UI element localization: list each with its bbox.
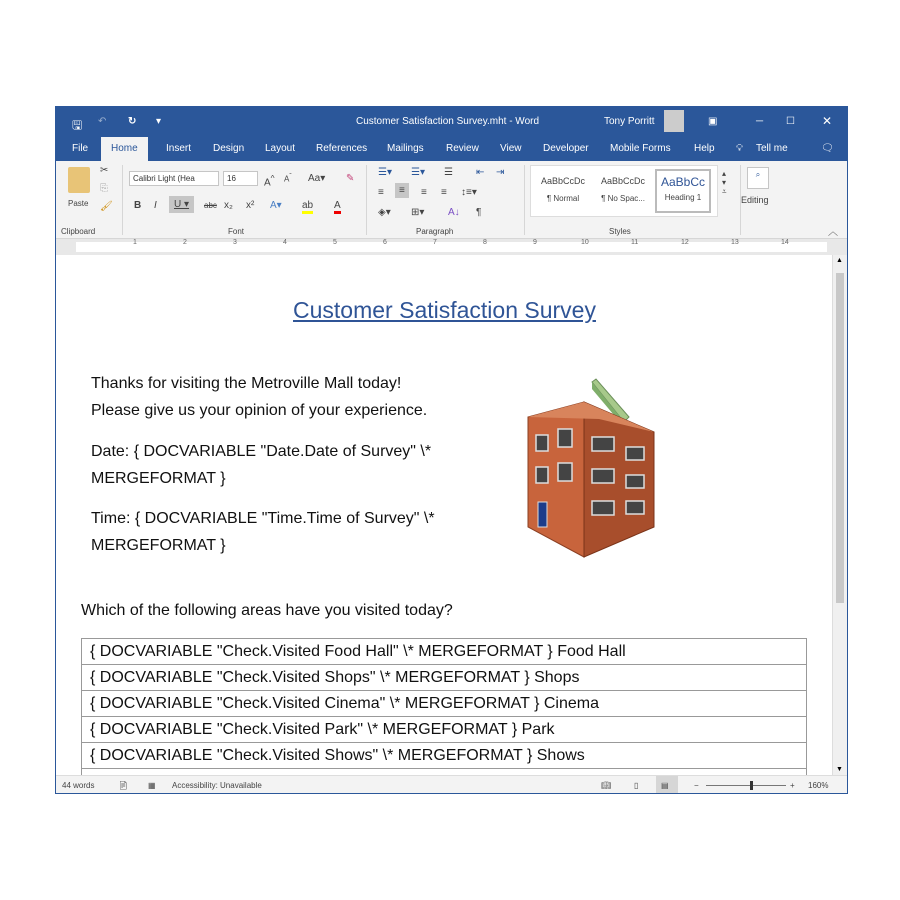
- styles-group-label: Styles: [609, 227, 631, 236]
- tab-mobile-forms[interactable]: Mobile Forms: [610, 143, 671, 154]
- scrollbar-thumb[interactable]: [836, 273, 844, 603]
- proofing-icon[interactable]: 📄︎: [118, 781, 129, 790]
- table-cell[interactable]: { DOCVARIABLE "Check.Visited Food Hall" \* MERGEFORMAT } Food Hall: [82, 639, 807, 665]
- clear-formatting-icon[interactable]: ✎: [346, 173, 355, 184]
- tell-me-search[interactable]: Tell me: [756, 143, 788, 154]
- paragraph-group-label: Paragraph: [416, 227, 454, 236]
- underline-icon[interactable]: U ▾: [169, 196, 194, 213]
- close-icon[interactable]: ✕: [822, 114, 833, 128]
- web-layout-icon[interactable]: ▤: [656, 776, 678, 794]
- date-field-line-1: Date: { DOCVARIABLE "Date.Date of Survey" \*: [91, 443, 432, 460]
- tab-design[interactable]: Design: [213, 143, 245, 154]
- tab-file[interactable]: File: [72, 143, 89, 154]
- scroll-down-icon[interactable]: ▼: [836, 766, 843, 773]
- font-color-icon[interactable]: A: [334, 200, 341, 214]
- clipboard-group-label: Clipboard: [61, 227, 96, 236]
- zoom-slider[interactable]: [706, 785, 786, 786]
- editing-button[interactable]: Editing: [741, 195, 769, 205]
- ribbon-display-icon[interactable]: ▣: [708, 116, 718, 127]
- table-row: [82, 665, 807, 691]
- avatar[interactable]: [664, 110, 684, 132]
- customize-qat-icon[interactable]: ▾: [156, 116, 162, 127]
- read-mode-icon[interactable]: 📖︎: [601, 781, 612, 790]
- line-spacing-icon[interactable]: ↕≡▾: [461, 187, 477, 198]
- comments-icon[interactable]: 🗨︎: [821, 143, 834, 154]
- document-title: Customer Satisfaction Survey.mht - Word: [356, 116, 540, 127]
- minimize-icon[interactable]: ─: [756, 116, 764, 127]
- table-cell[interactable]: { DOCVARIABLE "Check.Visited Shops" \* MERGEFORMAT } Shops: [82, 665, 807, 691]
- tab-layout[interactable]: Layout: [265, 143, 296, 154]
- style-heading-1[interactable]: AaBbCc Heading 1: [655, 169, 711, 213]
- paste-button[interactable]: Paste: [68, 199, 89, 208]
- tab-references[interactable]: References: [316, 143, 368, 154]
- show-formatting-icon[interactable]: ¶: [476, 207, 482, 218]
- document-page[interactable]: [56, 255, 833, 775]
- copy-icon[interactable]: ⎘: [100, 183, 108, 194]
- intro-line-1: Thanks for visiting the Metroville Mall today!: [91, 375, 402, 392]
- question-text: Which of the following areas have you visited today?: [81, 602, 453, 619]
- scroll-up-icon[interactable]: ▲: [836, 257, 843, 264]
- tab-view[interactable]: View: [500, 143, 522, 154]
- styles-gallery: [530, 165, 718, 217]
- ribbon-tabs: [56, 136, 847, 161]
- sort-icon[interactable]: A↓: [448, 207, 460, 218]
- user-name[interactable]: Tony Porritt: [604, 116, 655, 127]
- style-no-spacing[interactable]: AaBbCcDc ¶ No Spac...: [600, 176, 645, 203]
- print-layout-icon[interactable]: ▯: [634, 781, 639, 790]
- undo-icon[interactable]: ↶: [98, 116, 107, 127]
- align-center-icon[interactable]: ≡: [395, 183, 409, 198]
- redo-icon[interactable]: ↻: [128, 116, 137, 127]
- table-row: [82, 691, 807, 717]
- zoom-level[interactable]: 160%: [808, 781, 829, 790]
- zoom-slider-thumb[interactable]: [750, 781, 753, 790]
- building-image: [524, 377, 664, 562]
- accessibility-status[interactable]: Accessibility: Unavailable: [172, 781, 262, 790]
- time-field-line-1: Time: { DOCVARIABLE "Time.Time of Survey" \*: [91, 510, 435, 527]
- shading-icon[interactable]: ◈▾: [378, 207, 391, 218]
- zoom-in-icon[interactable]: +: [790, 781, 795, 790]
- lightbulb-icon: 💡︎: [736, 143, 743, 154]
- cut-icon[interactable]: ✂: [100, 165, 109, 176]
- vertical-scrollbar[interactable]: [832, 255, 847, 775]
- shrink-font-icon[interactable]: $A^ˇ$: [284, 173, 292, 184]
- zoom-out-icon[interactable]: −: [694, 781, 699, 790]
- italic-icon[interactable]: I: [154, 200, 157, 211]
- table-cell[interactable]: { DOCVARIABLE "Check.Visited Cinema" \* MERGEFORMAT } Cinema: [82, 691, 807, 717]
- font-size-select[interactable]: 16: [223, 171, 258, 186]
- tab-home[interactable]: Home: [101, 137, 148, 161]
- text-effects-icon[interactable]: A▾: [270, 200, 282, 211]
- table-row: [82, 717, 807, 743]
- increase-indent-icon[interactable]: ⇥: [496, 167, 505, 178]
- tab-mailings[interactable]: Mailings: [387, 143, 424, 154]
- table-row: [82, 743, 807, 769]
- decrease-indent-icon[interactable]: ⇤: [476, 167, 485, 178]
- checklist-table: [81, 638, 807, 775]
- strikethrough-icon[interactable]: abc: [204, 201, 217, 210]
- align-left-icon[interactable]: ≡: [378, 187, 384, 198]
- font-group-label: Font: [228, 227, 245, 236]
- tab-insert[interactable]: Insert: [166, 143, 192, 154]
- table-row: [82, 639, 807, 665]
- change-case-icon[interactable]: Aa▾: [308, 173, 326, 184]
- title-bar: [56, 107, 847, 136]
- macro-icon[interactable]: ▦: [148, 781, 156, 790]
- multilevel-list-icon[interactable]: ☰: [444, 167, 453, 178]
- time-field-line-2: MERGEFORMAT }: [91, 537, 226, 554]
- align-right-icon[interactable]: ≡: [421, 187, 427, 198]
- table-cell[interactable]: { DOCVARIABLE "Check.Visited Shows" \* MERGEFORMAT } Shows: [82, 743, 807, 769]
- style-normal[interactable]: AaBbCcDc ¶ Normal: [540, 176, 585, 203]
- format-painter-icon[interactable]: 🖌︎: [100, 201, 113, 212]
- paste-icon[interactable]: [68, 167, 90, 193]
- word-count[interactable]: 44 words: [62, 781, 95, 790]
- tab-developer[interactable]: Developer: [543, 143, 589, 154]
- justify-icon[interactable]: ≡: [441, 187, 447, 198]
- bullets-icon[interactable]: ☰▾: [378, 167, 392, 178]
- document-title-heading: Customer Satisfaction Survey: [293, 297, 596, 323]
- grow-font-icon[interactable]: A^: [264, 173, 275, 189]
- font-name-select[interactable]: Calibri Light (Hea: [129, 171, 219, 186]
- intro-line-2: Please give us your opinion of your experience.: [91, 402, 428, 419]
- numbering-icon[interactable]: ☰▾: [411, 167, 425, 178]
- table-cell[interactable]: { DOCVARIABLE "Check.Visited Park" \* MERGEFORMAT } Park: [82, 717, 807, 743]
- superscript-icon[interactable]: x²: [246, 200, 255, 211]
- subscript-icon[interactable]: x₂: [224, 200, 233, 211]
- find-icon[interactable]: ⌕: [747, 167, 769, 189]
- tab-help[interactable]: Help: [694, 143, 715, 154]
- word-window: [55, 106, 848, 794]
- tab-review[interactable]: Review: [446, 143, 479, 154]
- ribbon: [56, 161, 847, 239]
- highlight-icon[interactable]: ab: [302, 200, 313, 214]
- bold-icon[interactable]: B: [134, 200, 142, 211]
- borders-icon[interactable]: ⊞▾: [411, 207, 425, 218]
- styles-scroll-icon[interactable]: ▴ ▾ ⩡: [722, 169, 727, 196]
- save-icon[interactable]: 🖫: [72, 118, 83, 132]
- maximize-icon[interactable]: ☐: [786, 116, 795, 127]
- status-bar: [56, 775, 847, 794]
- collapse-ribbon-icon[interactable]: ︿: [828, 227, 838, 238]
- ruler: 1 2 3 4 5 6 7 8 9 10 11 12 13 14: [56, 239, 847, 255]
- date-field-line-2: MERGEFORMAT }: [91, 470, 226, 487]
